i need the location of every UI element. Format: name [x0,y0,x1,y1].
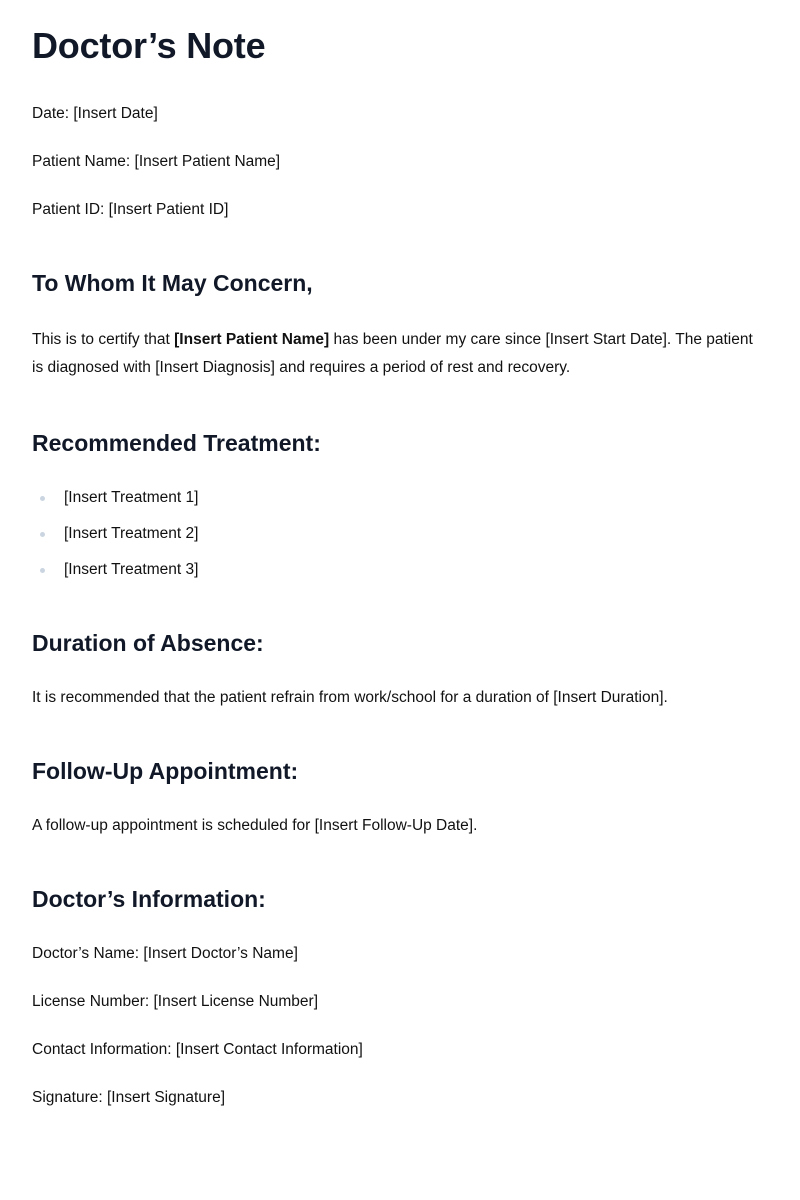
treatment-item-2: [Insert Treatment 2] [64,525,199,542]
absence-heading: Duration of Absence: [32,630,264,656]
date-field: Date: [Insert Date] [32,105,158,122]
treatment-item-3: [Insert Treatment 3] [64,561,199,578]
certification-rest: has been under my care since [Insert Start Date]. The patient is diagnosed with [Insert Diagnosis] and requires a period of rest and recovery. [32,331,753,376]
follow-up-text: A follow-up appointment is scheduled for [Insert Follow-Up Date]. [32,817,478,834]
salutation-heading: To Whom It May Concern, [32,270,313,296]
absence-text: It is recommended that the patient refrain from work/school for a duration of [Insert Duration]. [32,689,668,706]
certification-patient-name: [Insert Patient Name] [174,331,330,348]
treatment-heading: Recommended Treatment: [32,430,321,456]
treatment-item-1: [Insert Treatment 1] [64,489,199,506]
contact-info-field: Contact Information: [Insert Contact Information] [32,1041,363,1058]
bullet-icon [40,496,45,501]
treatment-list [32,486,768,582]
list-item [32,486,768,510]
bullet-icon [40,532,45,537]
certification-paragraph [32,326,768,382]
bullet-icon [40,568,45,573]
follow-up-heading: Follow-Up Appointment: [32,758,299,784]
list-item [32,522,768,546]
license-number-field: License Number: [Insert License Number] [32,993,319,1010]
signature-field: Signature: [Insert Signature] [32,1089,226,1106]
page-title: Doctor’s Note [32,25,266,66]
doctor-info-heading: Doctor’s Information: [32,886,266,912]
certification-lead: This is to certify that [32,331,175,348]
patient-name-field: Patient Name: [Insert Patient Name] [32,153,281,170]
doctor-name-field: Doctor’s Name: [Insert Doctor’s Name] [32,945,298,962]
patient-id-field: Patient ID: [Insert Patient ID] [32,201,229,218]
list-item [32,558,768,582]
